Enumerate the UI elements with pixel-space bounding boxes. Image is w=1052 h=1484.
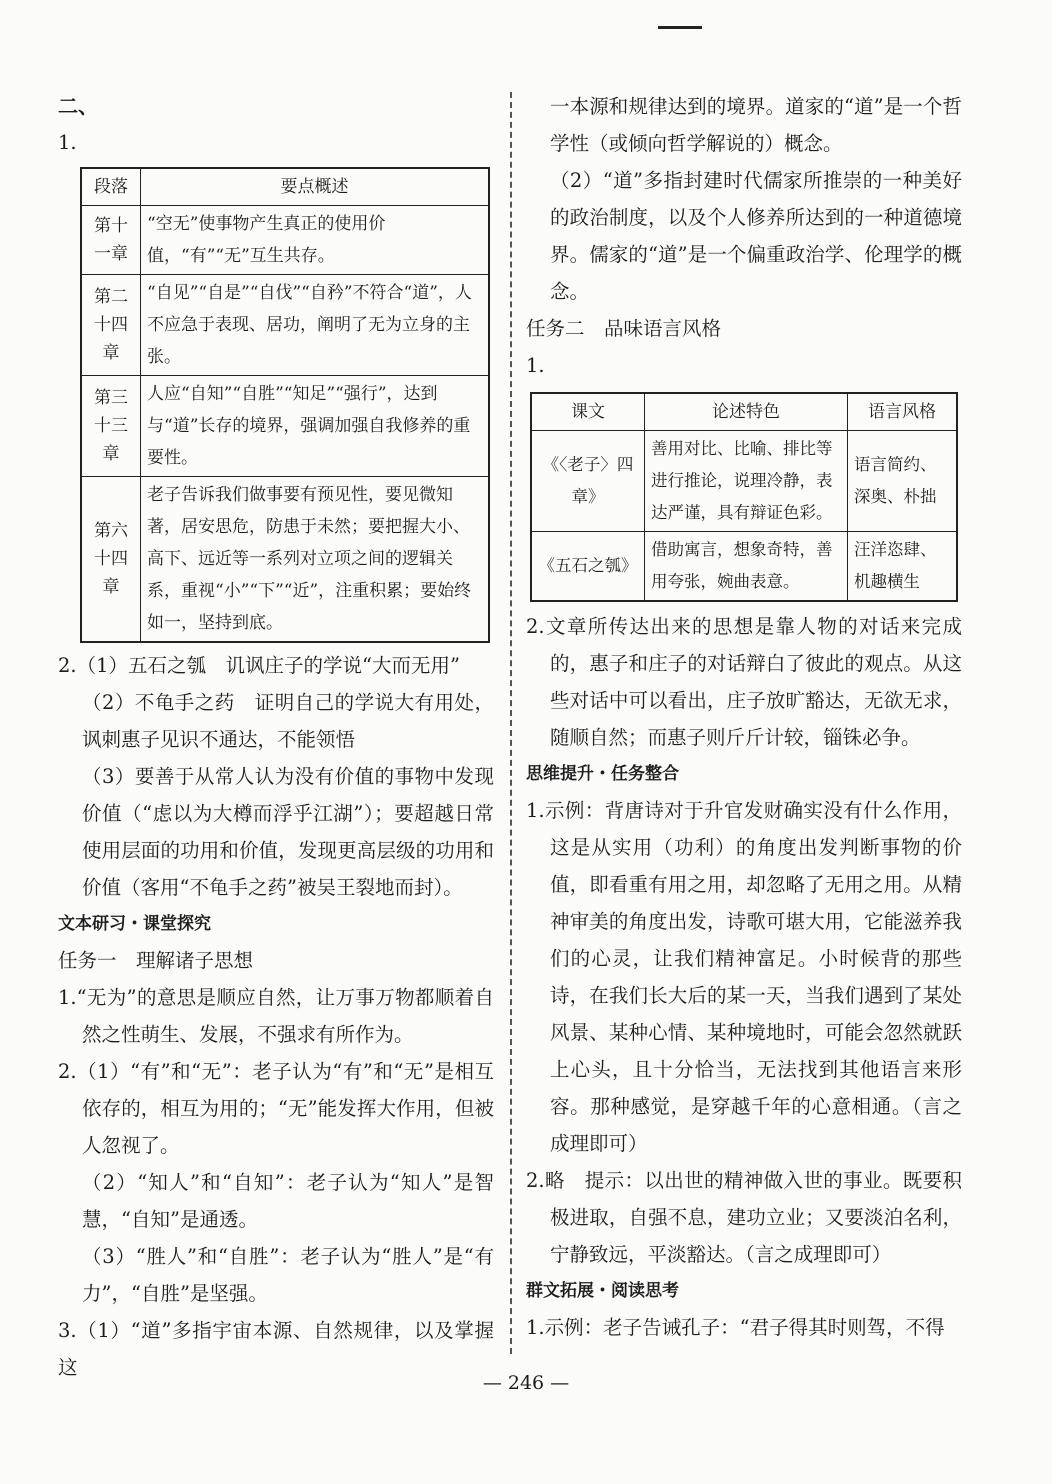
table-cell-feature: 善用对比、比喻、排比等进行推论，说理冷静，表达严谨，具有辩证色彩。 [645, 431, 848, 532]
table-cell-summary: 老子告诉我们做事要有预见性，要见微知著，居安思危，防患于未然；要把握大小、高下、远近等一系列对立项之间的逻辑关系，重视“小”“下”“近”，注重积累；要始终如一，坚持到底。 [141, 477, 490, 643]
table-cell-summary: “空无”使事物产生真正的使用价值，“有”“无”互生共存。 [141, 206, 490, 275]
answer-paragraph: 2.略 提示：以出世的精神做入世的事业。既要积极进取，自强不息，建功立业；又要淡泊名利，宁静致远，平淡豁达。（言之成理即可） [526, 1169, 962, 1266]
table-row [531, 431, 957, 532]
section-title: 思维提升・任务整合 [526, 764, 679, 784]
task-title: 任务二 品味语言风格 [526, 317, 722, 340]
answer-paragraph: 1.示例：老子告诫孔子：“君子得其时则驾，不得 [526, 1316, 945, 1339]
answer-paragraph: 3.（1）“道”多指宇宙本源、自然规律，以及掌握这 [58, 1319, 494, 1379]
left-column [58, 88, 494, 1386]
page-number: — 246 — [482, 1372, 570, 1394]
answer-paragraph: 一本源和规律达到的境界。道家的“道”是一个哲学性（或倾向哲学解说的）概念。 [550, 95, 962, 155]
table-cell-style: 语言简约、深奥、朴拙 [848, 431, 958, 532]
table-cell-summary: 人应“自知”“自胜”“知足”“强行”，达到与“道”长存的境界，强调加强自我修养的重要性。 [141, 376, 490, 477]
answer-paragraph: 2.文章所传达出来的思想是靠人物的对话来完成的，惠子和庄子的对话辩白了彼此的观点。从这些对话中可以看出，庄子放旷豁达，无欲无求，随顺自然；而惠子则斤斤计较，锱铢必争。 [526, 615, 962, 749]
question-number: 1. [58, 131, 77, 154]
answer-paragraph: 2.（1）五石之瓠 讥讽庄子的学说“大而无用” [58, 654, 460, 677]
answer-paragraph: （3）“胜人”和“自胜”：老子认为“胜人”是“有力”，“自胜”是坚强。 [82, 1245, 494, 1305]
question-number: 1. [526, 354, 545, 377]
table-cell-summary: “自见”“自是”“自伐”“自矜”不符合“道”，人不应急于表现、居功，阐明了无为立身的主张。 [141, 275, 490, 376]
top-mark [658, 26, 702, 29]
answer-paragraph: （3）要善于从常人认为没有价值的事物中发现价值（“虑以为大樽而浮乎江湖”）；要超越日常使用层面的功用和价值，发现更高层级的功用和价值（客用“不龟手之药”被吴王裂地而封）。 [82, 765, 494, 899]
table-header: 要点概述 [141, 168, 490, 206]
table-cell-chapter: 第六十四章 [81, 477, 141, 643]
table-cell-chapter: 第十一章 [81, 206, 141, 275]
table-cell-feature: 借助寓言，想象奇特，善用夸张，婉曲表意。 [645, 532, 848, 602]
table-row [531, 532, 957, 602]
table-header-row [531, 393, 957, 431]
chapter-summary-table [80, 167, 490, 643]
table-cell-chapter: 第三十三章 [81, 376, 141, 477]
answer-paragraph: 2.（1）“有”和“无”：老子认为“有”和“无”是相互依存的，相互为用的；“无”能发挥大作用，但被人忽视了。 [58, 1060, 494, 1157]
answer-paragraph: 1.示例：背唐诗对于升官发财确实没有什么作用，这是从实用（功利）的角度出发判断事物的价值，即看重有用之用，却忽略了无用之用。从精神审美的角度出发，诗歌可堪大用，它能滋养我们的心灵，让我们精神富足。小时候背的那些诗，在我们长大后的某一天，当我们遇到了某处风景、某种心情、某种境地时，可能会忽然就跃上心头，且十分恰当，无法找到其他语言来形容。那种感觉，是穿越千年的心意相通。（言之成理即可） [526, 799, 962, 1155]
table-cell-style: 汪洋恣肆、机趣横生 [848, 532, 958, 602]
table-header: 论述特色 [645, 393, 848, 431]
table-cell-text: 《〈老子〉四章》 [531, 431, 645, 532]
column-divider [510, 92, 512, 1354]
section-title: 文本研习・课堂探究 [58, 914, 211, 934]
table-header: 语言风格 [848, 393, 958, 431]
table-row [81, 206, 489, 275]
section-title: 群文拓展・阅读思考 [526, 1281, 679, 1301]
table-header: 段落 [81, 168, 141, 206]
language-style-table [530, 392, 958, 602]
answer-paragraph: （2）“道”多指封建时代儒家所推崇的一种美好的政治制度，以及个人修养所达到的一种道德境界。儒家的“道”是一个偏重政治学、伦理学的概念。 [550, 169, 962, 303]
table-header: 课文 [531, 393, 645, 431]
table-cell-text: 《五石之瓠》 [531, 532, 645, 602]
task-title: 任务一 理解诸子思想 [58, 949, 254, 972]
answer-paragraph: 1.“无为”的意思是顺应自然，让万事万物都顺着自然之性萌生、发展，不强求有所作为。 [58, 986, 494, 1046]
table-row [81, 275, 489, 376]
answer-paragraph: （2）不龟手之药 证明自己的学说大有用处，讽刺惠子见识不通达，不能领悟 [82, 691, 494, 751]
table-header-row [81, 168, 489, 206]
table-row [81, 376, 489, 477]
answer-paragraph: （2）“知人”和“自知”：老子认为“知人”是智慧，“自知”是通透。 [82, 1171, 494, 1231]
table-cell-chapter: 第二十四章 [81, 275, 141, 376]
table-row [81, 477, 489, 643]
right-column [526, 88, 962, 1346]
section-heading: 二、 [58, 94, 98, 118]
